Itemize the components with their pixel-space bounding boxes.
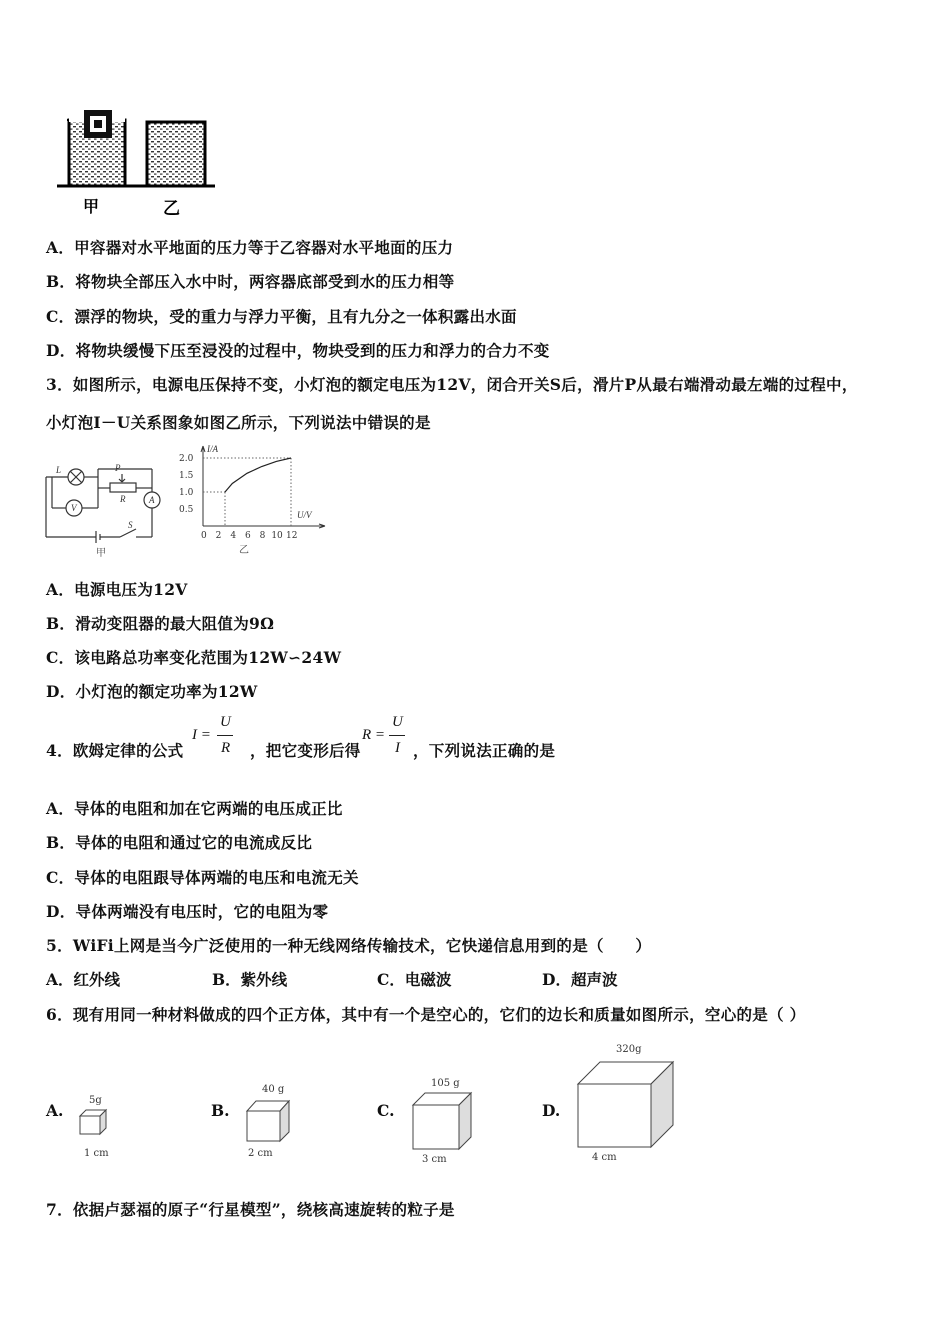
q5-option-d: D．超声波 <box>542 970 618 989</box>
graph-ytick: 2.0 <box>179 454 194 464</box>
formula2-num: U <box>392 714 403 730</box>
q6-option-c: C. <box>377 1101 395 1120</box>
q7-text: 7．依据卢瑟福的原子“行星模型”，绕核高速旋转的粒子是 <box>46 1200 455 1219</box>
q6-option-d: D. <box>542 1101 561 1120</box>
graph-xtick: 4 <box>230 531 237 541</box>
cube-d-edge: 4 cm <box>592 1152 617 1163</box>
cube-c-edge: 3 cm <box>422 1154 447 1165</box>
formula2-lhs: R = <box>362 727 386 743</box>
cube-a-mass: 5g <box>89 1095 102 1106</box>
cube-c-mass: 105 g <box>431 1078 460 1089</box>
q4-prefix: 4．欧姆定律的公式 <box>46 741 184 760</box>
q4-middle: ，把它变形后得 <box>250 741 361 760</box>
formula-ohm <box>190 714 250 764</box>
containers-figure <box>55 100 225 220</box>
graph-ytick: 1.0 <box>179 488 194 498</box>
q2-option-c: C．漂浮的物块，受的重力与浮力平衡，且有九分之一体积露出水面 <box>46 307 517 326</box>
cube-d <box>570 1038 685 1166</box>
graph-xtick: 6 <box>245 531 251 541</box>
q3-option-d: D．小灯泡的额定功率为12W <box>46 682 258 701</box>
q2-option-d: D．将物块缓慢下压至浸没的过程中，物块受到的压力和浮力的合力不变 <box>46 341 550 360</box>
q3-text-line2: 小灯泡I－U关系图象如图乙所示，下列说法中错误的是 <box>46 413 431 432</box>
circuit-caption: 甲 <box>96 548 106 559</box>
graph-ylabel: I/A <box>207 444 218 454</box>
q3-text-line1: 3．如图所示，电源电压保持不变，小灯泡的额定电压为12V，闭合开关S后，滑片P从最右端滑动最左端的过程中， <box>46 375 858 394</box>
label-yi: 乙 <box>163 199 180 219</box>
q5-option-b: B．紫外线 <box>212 970 288 989</box>
label-jia: 甲 <box>83 197 100 216</box>
graph-ytick: 1.5 <box>179 471 194 481</box>
q5-text: 5．WiFi上网是当今广泛使用的一种无线网络传输技术，它快递信息用到的是（ ） <box>46 936 652 955</box>
q3-option-c: C．该电路总功率变化范围为12W∽24W <box>46 648 342 667</box>
q4-option-b: B．导体的电阻和通过它的电流成反比 <box>46 833 313 852</box>
graph-ytick: 0.5 <box>179 505 194 515</box>
q4-option-c: C．导体的电阻跟导体两端的电压和电流无关 <box>46 868 359 887</box>
cube-b <box>240 1080 300 1160</box>
formula1-lhs: I = <box>192 727 211 743</box>
formula1-den: R <box>221 740 231 756</box>
q4-suffix: ，下列说法正确的是 <box>413 741 556 760</box>
q2-option-a: A．甲容器对水平地面的压力等于乙容器对水平地面的压力 <box>46 238 454 257</box>
q5-option-a: A．红外线 <box>46 970 121 989</box>
cube-a-edge: 1 cm <box>84 1148 109 1159</box>
graph-xtick: 8 <box>259 531 266 541</box>
graph-xtick: 10 <box>271 531 283 541</box>
formula2-den: I <box>395 740 400 756</box>
q5-option-c: C．电磁波 <box>377 970 452 989</box>
cube-d-mass: 320g <box>616 1044 642 1055</box>
q4-option-d: D．导体两端没有电压时，它的电阻为零 <box>46 902 329 921</box>
q6-option-b: B. <box>211 1101 230 1120</box>
formula1-num: U <box>220 714 231 730</box>
q3-option-a: A．电源电压为12V <box>46 580 188 599</box>
q3-option-b: B．滑动变阻器的最大阻值为9Ω <box>46 614 275 633</box>
cube-b-mass: 40 g <box>262 1084 285 1095</box>
circuit-label-p: P <box>115 463 121 473</box>
q6-text: 6．现有用同一种材料做成的四个正方体，其中有一个是空心的，它们的边长和质量如图所示，空心的是（ ） <box>46 1005 806 1024</box>
formula-resistance <box>360 714 420 764</box>
circuit-label-v: V <box>71 503 77 513</box>
circuit-diagram <box>40 455 170 560</box>
q2-option-b: B．将物块全部压入水中时，两容器底部受到水的压力相等 <box>46 272 455 291</box>
circuit-label-a: A <box>149 495 155 505</box>
iu-graph <box>175 440 330 565</box>
graph-xtick: 0 <box>201 531 207 541</box>
cube-b-edge: 2 cm <box>248 1148 273 1159</box>
container-yi <box>147 122 205 186</box>
graph-xtick: 2 <box>215 531 222 541</box>
cube-c <box>405 1072 485 1167</box>
graph-xlabel: U/V <box>297 510 312 520</box>
graph-xtick: 12 <box>286 531 298 541</box>
circuit-label-l: L <box>56 465 62 475</box>
cube-a <box>75 1090 125 1160</box>
q6-option-a: A. <box>46 1101 64 1120</box>
q4-option-a: A．导体的电阻和加在它两端的电压成正比 <box>46 799 343 818</box>
circuit-label-r: R <box>120 494 126 504</box>
graph-caption: 乙 <box>239 545 249 556</box>
circuit-label-s: S <box>128 520 133 530</box>
iu-curve <box>225 458 291 492</box>
